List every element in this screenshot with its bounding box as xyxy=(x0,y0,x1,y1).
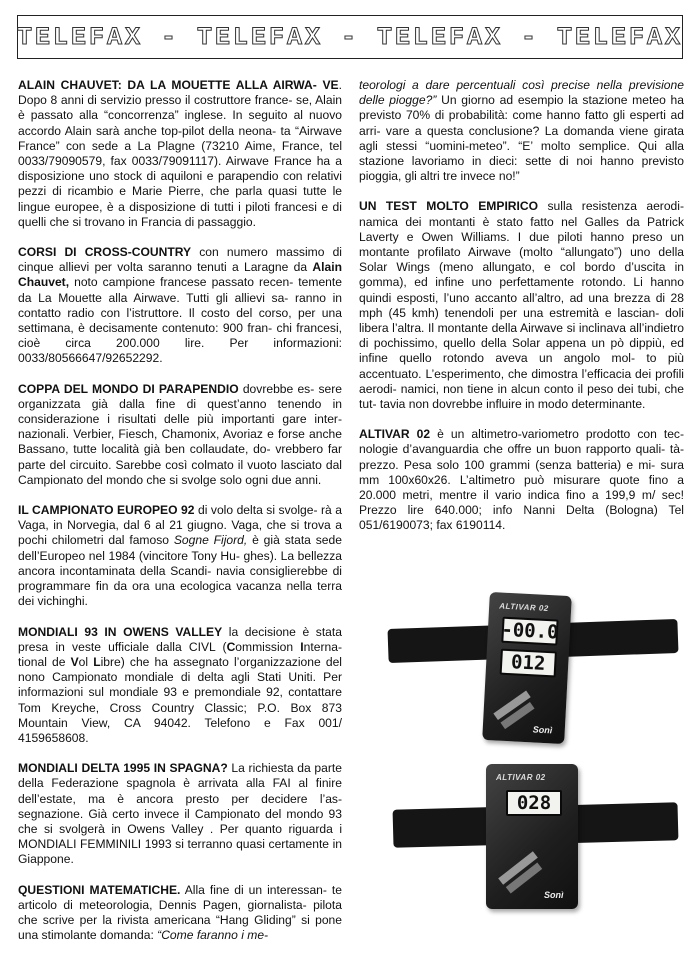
text-run: tional de xyxy=(18,654,71,669)
headline: ALAIN CHAUVET: DA LA MOUETTE ALLA AIRWA- xyxy=(18,78,317,92)
headline: IL CAMPIONATO EUROPEO 92 xyxy=(18,503,195,518)
text-run: doli libera l’altra. Il montante della Airwave si inclinava xyxy=(359,305,684,336)
headline: MONDIALI DELTA 1995 IN SPAGNA? xyxy=(18,761,228,776)
text-run: ommission xyxy=(235,639,301,654)
text-run: considerazione i risultati delle più importanti gare inter- xyxy=(18,412,342,427)
altitude-display: 028 xyxy=(506,790,562,816)
text-run: sec! Prezzo lire 640.000; info Nanni Delta (Bologna) Tel xyxy=(359,488,684,518)
headline: ALTIVAR 02 xyxy=(359,427,431,442)
text-run: agli stessi “uomini-meteo”. xyxy=(359,138,510,153)
article-text xyxy=(18,78,342,230)
text-run: ol xyxy=(78,654,94,669)
telefax-banner xyxy=(17,15,683,59)
article-questioni-cont xyxy=(359,78,684,184)
text-run: Box 873 Mountain View, CA 94042. Telefono e Fax 001/ xyxy=(18,700,342,730)
banner-title: TELEFAX - TELEFAX - TELEFAX - TELEFAX xyxy=(16,22,684,52)
text-run: stata sede dell’Europeo nel 1984 (vincitore Tony Hu- xyxy=(18,533,342,563)
text-run: Un giorno ad esempio la stazione meteo ha previsto xyxy=(359,93,684,123)
text-run: 4159658608. xyxy=(18,730,89,745)
headline: CORSI DI CROSS-COUNTRY xyxy=(18,245,192,260)
text-run: parapendio con relativi pezzi di ricambio e Marie Pierre, xyxy=(18,169,342,199)
text-run: navia consiglierebbe di programmare fin da ora una xyxy=(18,563,342,594)
text-run: presa in veste ufficiale dalla CIVL ( xyxy=(18,639,227,654)
text-run: all’indietro di pochissimo, quello della Solar appena un xyxy=(359,321,684,351)
text-run: te articolo di meteorologia, Dennis Pagen, giornalista- xyxy=(18,882,342,912)
text-run: temente da La Mouette alla Airwave. Tutti gli allievi sa- xyxy=(18,275,342,305)
text-run: 28 mph (45 kmh) tenendoli per una estremità e lascian- xyxy=(359,290,684,320)
text-run: Solar Wings (meno allungato, e col bordo d’uscita in xyxy=(359,260,684,275)
article-text xyxy=(18,761,342,867)
altivar-device-top xyxy=(482,592,572,744)
text-run: vuoto lasciato dal Campionato del mondo che si svolge xyxy=(18,457,342,487)
text-run: “Come faranno i me- xyxy=(157,928,269,943)
text-run: cinque allievi per volta saranno tenuti a Laragne da xyxy=(18,260,308,275)
text-run: con numero massimo di xyxy=(191,245,342,260)
article-text xyxy=(18,625,342,747)
altivar-photo xyxy=(368,574,680,922)
text-run: delle piogge?” xyxy=(359,93,437,108)
text-run: La richiesta da xyxy=(227,761,311,776)
text-run: ecologica vacanza nella terra dei vichinghi. xyxy=(18,579,342,609)
text-run: gomma), ed infine uno perfettamente rotondo. Li hanno xyxy=(359,275,684,290)
left-column xyxy=(18,78,342,958)
altitude-display: -00.0 xyxy=(500,618,560,644)
text-run: è già xyxy=(247,533,280,548)
text-run: vrebbero far parte del circuito. Sarebbe così colmato il xyxy=(18,442,342,472)
text-run: di passaggio. xyxy=(184,214,257,229)
text-run: sette di noi hanno previsto pioggia, gli altri tre invece xyxy=(359,154,684,184)
article-delta1995 xyxy=(18,761,342,867)
headline: QUESTIONI MATEMATICHE. xyxy=(18,882,181,897)
text-run: finire dell’estate, ma è ancora presto per decidere l’as- xyxy=(18,776,342,806)
text-run: chi francesi, cioè circa 200.000 lire. Per informazioni: xyxy=(18,321,342,351)
text-run: Laverty e Owen Williams. I due piloti hanno preso un xyxy=(359,229,684,244)
text-run: che parla quasi tutte le lingue europee, è a disposizione xyxy=(18,184,342,214)
headline: Alain Chauvet, xyxy=(18,260,342,290)
text-run: nterna- xyxy=(303,639,342,654)
text-run: parte della Federazione spagnola è arrivata alla FAI al xyxy=(18,761,342,791)
text-run: dovrebbe es- xyxy=(238,381,315,396)
headline: VE xyxy=(322,78,339,92)
device-brand-label: ALTIVAR 02 xyxy=(496,773,546,782)
article-test xyxy=(359,199,684,412)
text-run: teorologi a dare percentuali così precise nella previsione xyxy=(359,78,684,92)
text-run: ghes). La bellezza ancora incontaminata della Scandi- xyxy=(18,548,343,578)
text-run: namica dei montanti è stato fatto nel Galles da Patrick xyxy=(359,214,684,229)
article-coppa xyxy=(18,382,342,488)
headline: L xyxy=(93,654,101,669)
headline: UN TEST MOLTO EMPIRICO xyxy=(359,199,539,214)
article-altivar xyxy=(359,427,684,533)
article-questioni xyxy=(18,883,342,944)
text-run: anche Bassano, tutte località già ben collaudate, do- xyxy=(18,427,342,457)
article-chauvet xyxy=(18,78,342,230)
text-run: ranno in contatto radio con l’istruttore. Il costo del corso, xyxy=(18,290,342,320)
text-run: Sogne Fijord, xyxy=(173,533,248,548)
device-brand-label: ALTIVAR 02 xyxy=(498,601,549,614)
text-run: segnazione. Già certo invece il Campionato del mondo xyxy=(18,806,324,821)
headline: MONDIALI 93 IN OWENS VALLEY xyxy=(18,624,223,639)
text-run: no!” xyxy=(498,169,520,184)
text-run: 0033/80566647/92652292. xyxy=(18,351,163,366)
article-text xyxy=(18,245,342,367)
text-run: trova a pochi chilometri dal famoso xyxy=(18,518,342,548)
text-run: tavia non dovrebbe influire in modo determinante. xyxy=(379,397,646,412)
headline: C xyxy=(226,639,236,654)
text-run: ta “Airwave France” con sede a La Plagne (73210 xyxy=(18,123,342,153)
headline: I xyxy=(300,639,304,654)
vario-display: 012 xyxy=(500,649,557,678)
text-run: del nono Campionato mondiale di delta agli Stati Uniti. xyxy=(18,654,342,685)
text-run: noto campione francese passato recen- xyxy=(69,275,294,290)
article-text xyxy=(18,883,342,944)
text-run: nologie d’avanguardia che offre un buon rapporto quali- xyxy=(359,442,666,457)
text-run: vare a questa conclusione? La domanda viene girata xyxy=(385,123,684,138)
text-run: per una settimana, è decisamente contenuto: 900 fran- xyxy=(18,305,342,336)
article-text xyxy=(359,427,684,533)
article-mondiali93 xyxy=(18,625,342,747)
text-run: sura mm 100x60x26. L’altimetro può misurare quote xyxy=(359,457,684,487)
text-run: solo ogni due anni. xyxy=(219,472,322,487)
article-text xyxy=(18,382,342,488)
text-run: namici, non tiene in alcun conto il peso dei tubi, che tut- xyxy=(359,381,684,412)
article-europeo xyxy=(18,503,342,609)
text-run: pilota che scrive per la rivista americana “Hang Gliding” xyxy=(18,897,342,927)
text-run: di tutti i piloti francesi e di quelli che si trovano in Francia xyxy=(18,199,342,229)
text-run: montante profilato Airwave (molto “allungato”) uno della xyxy=(359,245,684,260)
article-text xyxy=(359,78,684,184)
article-corsi xyxy=(18,245,342,367)
text-run: “E’ molto semplice. Qui alla stazione lavoriamo in dieci: xyxy=(359,138,684,169)
text-run: se, Alain è passato alla “concorrenza” inglese. In seguito xyxy=(18,93,343,123)
text-run: pò dippiù, ed infine quello rotondo aveva un angolo mol- xyxy=(359,336,684,366)
text-run: fino a 20.000 metri, mentre il vario indica fino a 199,9 m/ xyxy=(359,472,684,503)
text-run: 051/6190073; fax 6190114. xyxy=(359,518,506,533)
text-run: . Dopo 8 anni di servizio presso il costruttore france- xyxy=(18,78,342,108)
text-run: sere organizzata già dalla fine di quest’anno tenendo in xyxy=(18,381,342,411)
text-run: nazionali. Verbier, Fiesch, Chamonix, Avoriaz e forse xyxy=(18,427,305,442)
device-logo: Sonì xyxy=(532,724,553,736)
text-run: Per quanto riguarda i MONDIALI FEMMINILI 1993 si xyxy=(18,821,342,852)
text-run: è un altimetro-variometro prodotto con tec- xyxy=(430,427,684,442)
text-run: si pone una stimolante domanda: xyxy=(18,912,343,943)
text-run: Aime, France, tel 0033/79090579, fax 0033/79091117). xyxy=(18,138,343,169)
headline: COPPA DEL MONDO DI PARAPENDIO xyxy=(18,381,239,396)
text-run: 93 che si svolgerà in Owens Valley . xyxy=(18,806,342,836)
text-run: quindi esposti, l’uno accanto all’altro, ad una brezza di xyxy=(359,290,666,305)
device-logo: Sonì xyxy=(544,890,564,900)
headline: V xyxy=(70,654,79,669)
text-run: 70% di probabilità: come hanno fatto gli esperti ad arri- xyxy=(359,108,684,138)
text-run: rà a Vaga, in Norvegia, dal 6 al 21 giugno. Vaga, che si xyxy=(18,503,342,533)
article-text xyxy=(359,199,684,412)
right-column xyxy=(359,78,684,549)
text-run: Per informazioni sul mondiale 93 e premondiale 92, xyxy=(18,670,342,700)
text-run: la decisione è stata xyxy=(222,624,342,639)
article-text xyxy=(18,503,342,609)
text-run: sulla resistenza aerodi- xyxy=(538,199,684,214)
text-run: contattare Tom Kreyche, Cross Country Classic; P.O. xyxy=(18,685,342,715)
text-run: di volo delta si svolge- xyxy=(194,503,318,518)
text-run: al nuovo accordo Alain sarà anche top-pilot della neona- xyxy=(18,108,342,138)
text-run: Alla fine di un interessan- xyxy=(180,882,327,897)
text-run: tà-prezzo. Pesa solo 100 grammi (senza batteria) e mi- xyxy=(359,442,684,472)
text-run: ibre) che ha assegnato l’organizzazione xyxy=(100,654,321,669)
text-run: to più accentuato. xyxy=(359,351,684,381)
text-run: L’esperimento, che dimostra l’efficacia dei profili aerodi- xyxy=(359,366,684,396)
text-run: Airwave France ha a disposizione uno stock di aquiloni e xyxy=(18,154,342,184)
altivar-device-bottom xyxy=(486,764,578,909)
text-run: terranno quasi certamente in Giappone. xyxy=(18,837,342,867)
